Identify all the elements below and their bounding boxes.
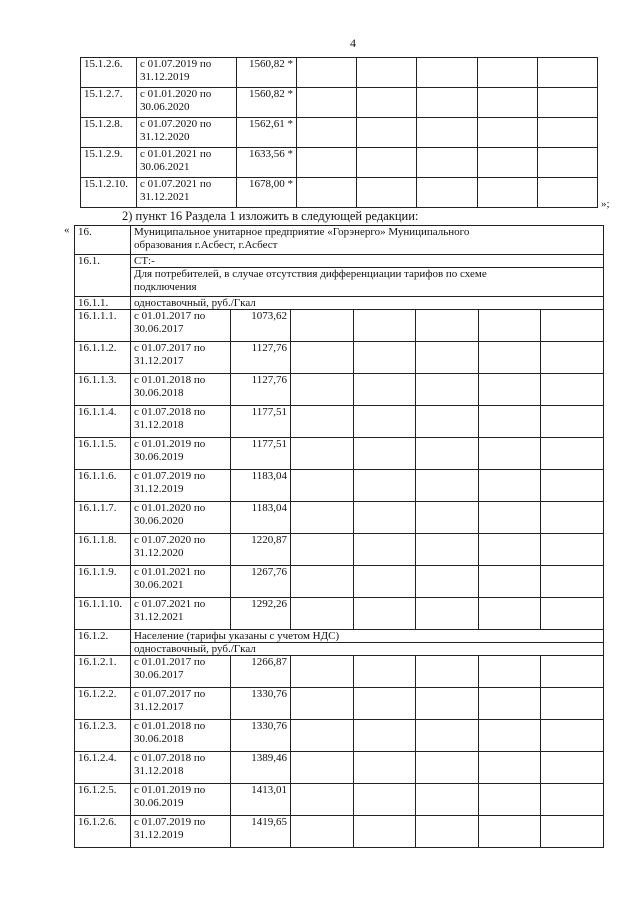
enterprise-title	[131, 226, 604, 255]
empty-cell	[478, 310, 541, 342]
tariff-row	[75, 470, 604, 502]
empty-cell	[297, 178, 357, 208]
tariff-value: 1127,76	[231, 374, 291, 406]
group-2-label: Население (тарифы указаны с учетом НДС)	[131, 630, 604, 643]
empty-cell	[353, 816, 416, 848]
empty-cell	[416, 598, 479, 630]
empty-cell	[478, 752, 541, 784]
empty-cell	[291, 534, 354, 566]
row-code: 15.1.2.6.	[81, 58, 137, 88]
empty-cell	[353, 534, 416, 566]
empty-cell	[416, 470, 479, 502]
empty-cell	[291, 816, 354, 848]
period-end: 31.12.2021	[134, 610, 184, 623]
tariff-value: 1183,04	[231, 470, 291, 502]
empty-cell	[353, 502, 416, 534]
group-2-subrow	[75, 643, 604, 656]
empty-cell	[478, 816, 541, 848]
empty-cell	[353, 310, 416, 342]
enterprise-title-line: образования г.Асбест, г.Асбест	[134, 239, 278, 251]
period-end: 31.12.2021	[140, 190, 190, 203]
period-cell	[131, 816, 231, 848]
tariff-row	[75, 534, 604, 566]
period-cell	[131, 784, 231, 816]
empty-cell	[477, 148, 537, 178]
empty-cell	[416, 310, 479, 342]
empty-cell	[417, 58, 477, 88]
row-code: 16.1.1.2.	[75, 342, 131, 374]
period-cell	[131, 502, 231, 534]
page-number: 4	[350, 36, 356, 50]
empty-cell	[478, 598, 541, 630]
period-cell	[131, 438, 231, 470]
empty-cell	[416, 502, 479, 534]
row-code: 16.1.2.1.	[75, 656, 131, 688]
ct-label: СТ:-	[131, 255, 604, 268]
period-start: с 01.07.2019 по	[134, 470, 206, 482]
period-cell	[131, 470, 231, 502]
row-code: 16.1.2.2.	[75, 688, 131, 720]
empty-cell	[537, 148, 597, 178]
tariff-value: 1183,04	[231, 502, 291, 534]
empty-cell	[291, 406, 354, 438]
period-cell	[131, 752, 231, 784]
empty-cell	[478, 374, 541, 406]
tariff-row	[81, 88, 598, 118]
tariff-row	[81, 148, 598, 178]
period-start: с 01.07.2017 по	[134, 342, 206, 354]
period-start: с 01.07.2019 по	[134, 816, 206, 828]
tariff-row	[81, 118, 598, 148]
empty-cell	[541, 752, 604, 784]
empty-cell	[416, 374, 479, 406]
period-end: 30.06.2021	[134, 578, 184, 591]
period-end: 30.06.2020	[134, 514, 184, 527]
row-code: 16.1.2.4.	[75, 752, 131, 784]
ct-row	[75, 255, 604, 268]
group-2-sublabel: одноставочный, руб./Гкал	[131, 643, 604, 656]
empty-cell	[478, 470, 541, 502]
tariff-value: 1560,82 *	[237, 88, 297, 118]
period-end: 31.12.2019	[134, 828, 184, 841]
row-code: 16.1.1.8.	[75, 534, 131, 566]
empty-cell	[291, 598, 354, 630]
empty-cell	[541, 310, 604, 342]
empty-cell	[353, 784, 416, 816]
empty-cell	[416, 566, 479, 598]
empty-cell	[541, 534, 604, 566]
empty-cell	[353, 720, 416, 752]
tariff-row	[75, 406, 604, 438]
period-end: 31.12.2018	[134, 764, 184, 777]
row-code: 16.1.1.5.	[75, 438, 131, 470]
empty-cell	[357, 88, 417, 118]
empty-cell	[477, 88, 537, 118]
period-start: с 01.01.2020 по	[140, 88, 212, 100]
period-start: с 01.01.2020 по	[134, 502, 206, 514]
empty-cell	[478, 566, 541, 598]
period-cell	[131, 656, 231, 688]
tariff-row	[75, 342, 604, 374]
period-cell	[131, 688, 231, 720]
tariff-value: 1292,26	[231, 598, 291, 630]
empty-cell	[353, 688, 416, 720]
empty-cell	[291, 470, 354, 502]
row-code: 16.1.1.9.	[75, 566, 131, 598]
period-start: с 01.01.2019 по	[134, 438, 206, 450]
period-start: с 01.01.2019 по	[134, 784, 206, 796]
tariff-row	[75, 310, 604, 342]
row-code: 16.1.1.10.	[75, 598, 131, 630]
period-start: с 01.01.2018 по	[134, 720, 206, 732]
empty-cell	[477, 178, 537, 208]
empty-cell	[537, 178, 597, 208]
empty-cell	[353, 752, 416, 784]
empty-cell	[357, 58, 417, 88]
consumers-line: Для потребителей, в случае отсутствия дифференциации тарифов по схеме	[134, 268, 487, 280]
row-code: 16.1.	[75, 255, 131, 297]
empty-cell	[541, 688, 604, 720]
empty-cell	[416, 688, 479, 720]
tariff-value: 1330,76	[231, 688, 291, 720]
period-end: 30.06.2018	[134, 732, 184, 745]
row-code: 15.1.2.7.	[81, 88, 137, 118]
empty-cell	[291, 656, 354, 688]
tariff-row	[75, 816, 604, 848]
tariff-row	[81, 58, 598, 88]
group-1-row	[75, 297, 604, 310]
empty-cell	[291, 688, 354, 720]
empty-cell	[478, 502, 541, 534]
period-start: с 01.07.2020 по	[134, 534, 206, 546]
tariff-value: 1267,76	[231, 566, 291, 598]
empty-cell	[297, 88, 357, 118]
tariff-row	[75, 598, 604, 630]
closing-quote: »;	[601, 198, 610, 210]
continued-tariff-table	[80, 57, 598, 208]
tariff-value: 1220,87	[231, 534, 291, 566]
empty-cell	[416, 534, 479, 566]
tariff-value: 1389,46	[231, 752, 291, 784]
row-code: 16.1.1.1.	[75, 310, 131, 342]
period-cell	[131, 534, 231, 566]
tariff-value: 1419,65	[231, 816, 291, 848]
empty-cell	[291, 566, 354, 598]
empty-cell	[297, 118, 357, 148]
period-start: с 01.01.2017 по	[134, 656, 206, 668]
empty-cell	[417, 148, 477, 178]
empty-cell	[537, 88, 597, 118]
tariff-row	[75, 784, 604, 816]
empty-cell	[541, 784, 604, 816]
period-cell	[131, 342, 231, 374]
tariff-value: 1562,61 *	[237, 118, 297, 148]
group-1-label: одноставочный, руб./Гкал	[131, 297, 604, 310]
tariff-row	[75, 438, 604, 470]
period-cell	[131, 720, 231, 752]
empty-cell	[537, 58, 597, 88]
empty-cell	[416, 816, 479, 848]
period-end: 30.06.2017	[134, 322, 184, 335]
empty-cell	[353, 566, 416, 598]
empty-cell	[478, 656, 541, 688]
row-code: 16.1.2.3.	[75, 720, 131, 752]
tariff-value: 1330,76	[231, 720, 291, 752]
period-end: 30.06.2021	[140, 160, 190, 173]
row-code: 16.1.2.6.	[75, 816, 131, 848]
period-start: с 01.01.2021 по	[140, 148, 212, 160]
empty-cell	[353, 438, 416, 470]
empty-cell	[353, 656, 416, 688]
empty-cell	[291, 502, 354, 534]
empty-cell	[416, 438, 479, 470]
empty-cell	[541, 720, 604, 752]
period-cell	[131, 374, 231, 406]
period-cell	[131, 566, 231, 598]
empty-cell	[353, 342, 416, 374]
opening-quote: «	[64, 224, 70, 236]
tariff-value: 1560,82 *	[237, 58, 297, 88]
period-end: 30.06.2019	[134, 450, 184, 463]
empty-cell	[291, 720, 354, 752]
row-code: 15.1.2.8.	[81, 118, 137, 148]
period-end: 31.12.2017	[134, 700, 184, 713]
empty-cell	[357, 178, 417, 208]
period-cell	[137, 178, 237, 208]
empty-cell	[291, 342, 354, 374]
tariff-value: 1266,87	[231, 656, 291, 688]
empty-cell	[353, 470, 416, 502]
tariff-row	[81, 178, 598, 208]
period-start: с 01.07.2019 по	[140, 58, 212, 70]
empty-cell	[291, 374, 354, 406]
period-end: 31.12.2019	[140, 70, 190, 83]
empty-cell	[291, 438, 354, 470]
consumers-line: подключения	[134, 281, 197, 293]
empty-cell	[416, 406, 479, 438]
period-cell	[137, 88, 237, 118]
empty-cell	[478, 688, 541, 720]
row-code: 16.1.2.	[75, 630, 131, 656]
consumers-row	[75, 268, 604, 297]
period-start: с 01.07.2021 по	[140, 178, 212, 190]
empty-cell	[477, 118, 537, 148]
instruction-text: 2) пункт 16 Раздела 1 изложить в следующей редакции:	[122, 209, 419, 223]
empty-cell	[478, 406, 541, 438]
period-end: 30.06.2017	[134, 668, 184, 681]
empty-cell	[353, 374, 416, 406]
row-code: 15.1.2.9.	[81, 148, 137, 178]
empty-cell	[541, 374, 604, 406]
empty-cell	[416, 752, 479, 784]
empty-cell	[291, 310, 354, 342]
period-cell	[131, 598, 231, 630]
empty-cell	[477, 58, 537, 88]
period-start: с 01.07.2021 по	[134, 598, 206, 610]
tariff-value: 1127,76	[231, 342, 291, 374]
empty-cell	[478, 784, 541, 816]
tariff-row	[75, 688, 604, 720]
empty-cell	[291, 784, 354, 816]
empty-cell	[417, 178, 477, 208]
empty-cell	[478, 342, 541, 374]
tariff-row	[75, 752, 604, 784]
tariff-value: 1678,00 *	[237, 178, 297, 208]
period-start: с 01.01.2017 по	[134, 310, 206, 322]
empty-cell	[297, 58, 357, 88]
empty-cell	[357, 118, 417, 148]
tariff-value: 1413,01	[231, 784, 291, 816]
row-code: 16.1.1.	[75, 297, 131, 310]
period-end: 31.12.2018	[134, 418, 184, 431]
period-end: 31.12.2020	[140, 130, 190, 143]
empty-cell	[416, 342, 479, 374]
empty-cell	[478, 534, 541, 566]
empty-cell	[541, 406, 604, 438]
period-cell	[137, 58, 237, 88]
empty-cell	[417, 88, 477, 118]
empty-cell	[541, 342, 604, 374]
tariff-row	[75, 656, 604, 688]
empty-cell	[353, 598, 416, 630]
period-start: с 01.01.2021 по	[134, 566, 206, 578]
tariff-value: 1073,62	[231, 310, 291, 342]
period-cell	[137, 148, 237, 178]
period-start: с 01.07.2018 по	[134, 752, 206, 764]
period-cell	[137, 118, 237, 148]
empty-cell	[541, 566, 604, 598]
empty-cell	[416, 784, 479, 816]
empty-cell	[478, 720, 541, 752]
period-end: 30.06.2019	[134, 796, 184, 809]
period-cell	[131, 310, 231, 342]
tariff-row	[75, 720, 604, 752]
period-end: 31.12.2020	[134, 546, 184, 559]
row-code: 15.1.2.10.	[81, 178, 137, 208]
empty-cell	[353, 406, 416, 438]
empty-cell	[541, 502, 604, 534]
row-code: 16.	[75, 226, 131, 255]
section-16-table	[74, 225, 604, 848]
empty-cell	[297, 148, 357, 178]
section-16-header-row	[75, 226, 604, 255]
empty-cell	[541, 816, 604, 848]
period-end: 31.12.2017	[134, 354, 184, 367]
tariff-value: 1177,51	[231, 406, 291, 438]
empty-cell	[357, 148, 417, 178]
period-start: с 01.07.2020 по	[140, 118, 212, 130]
empty-cell	[541, 438, 604, 470]
empty-cell	[541, 470, 604, 502]
tariff-row	[75, 502, 604, 534]
consumers-label	[131, 268, 604, 297]
period-end: 31.12.2019	[134, 482, 184, 495]
row-code: 16.1.2.5.	[75, 784, 131, 816]
period-start: с 01.01.2018 по	[134, 374, 206, 386]
period-end: 30.06.2018	[134, 386, 184, 399]
tariff-value: 1633,56 *	[237, 148, 297, 178]
row-code: 16.1.1.3.	[75, 374, 131, 406]
enterprise-title-line: Муниципальное унитарное предприятие «Горэнерго» Муниципального	[134, 226, 470, 238]
row-code: 16.1.1.6.	[75, 470, 131, 502]
tariff-value: 1177,51	[231, 438, 291, 470]
group-2-row	[75, 630, 604, 643]
period-cell	[131, 406, 231, 438]
tariff-row	[75, 374, 604, 406]
empty-cell	[416, 720, 479, 752]
empty-cell	[417, 118, 477, 148]
period-start: с 01.07.2017 по	[134, 688, 206, 700]
empty-cell	[541, 656, 604, 688]
tariff-row	[75, 566, 604, 598]
period-end: 30.06.2020	[140, 100, 190, 113]
row-code: 16.1.1.7.	[75, 502, 131, 534]
empty-cell	[291, 752, 354, 784]
empty-cell	[416, 656, 479, 688]
period-start: с 01.07.2018 по	[134, 406, 206, 418]
row-code: 16.1.1.4.	[75, 406, 131, 438]
empty-cell	[478, 438, 541, 470]
empty-cell	[541, 598, 604, 630]
empty-cell	[537, 118, 597, 148]
